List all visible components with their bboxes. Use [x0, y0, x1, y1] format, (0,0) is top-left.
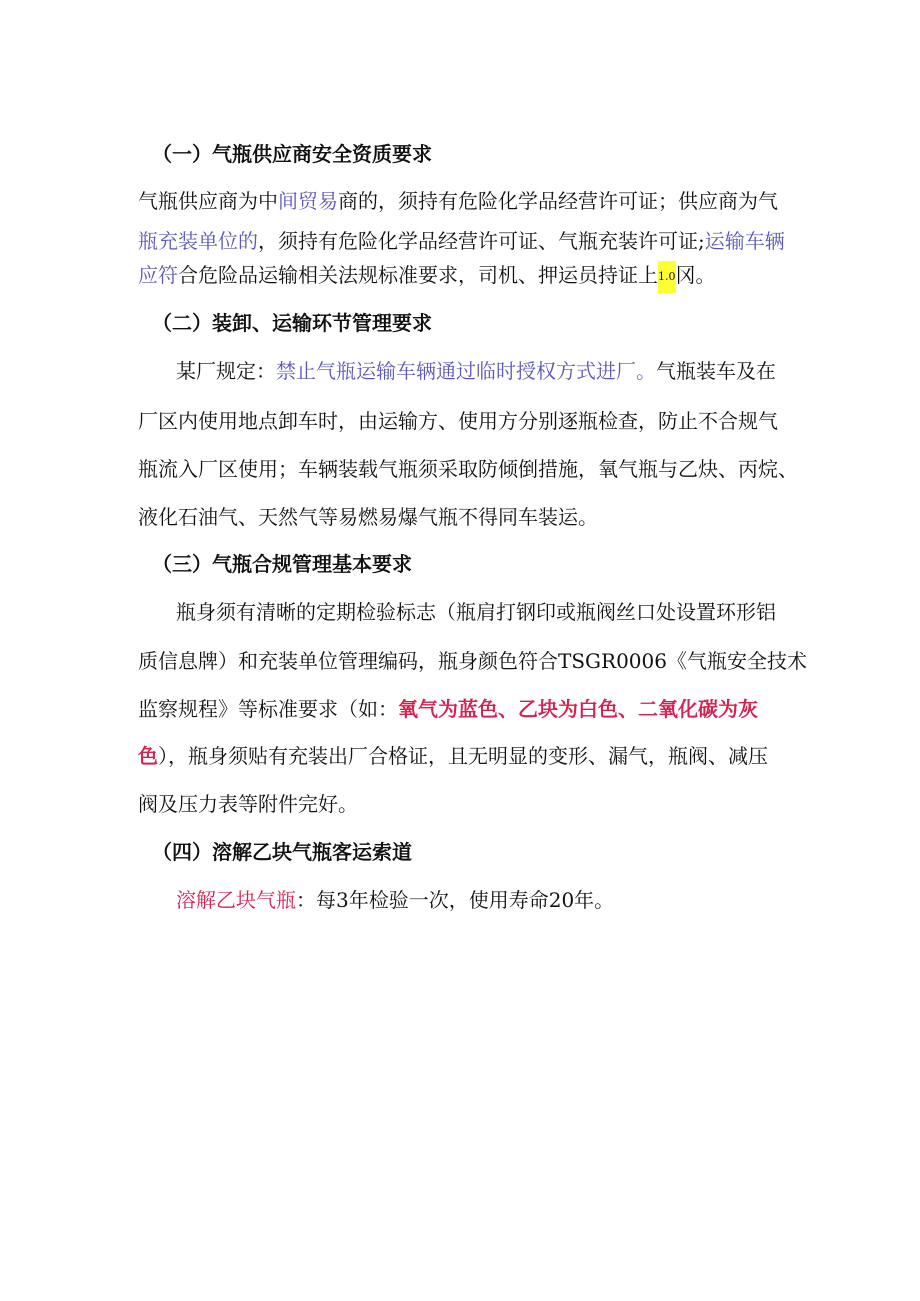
section-3-line-1: 瓶身须有清晰的定期检验标志（瓶肩打钢印或瓶阀丝口处设置环形铝 [176, 600, 776, 624]
section-1-line-3 [138, 259, 716, 293]
text-run: 气瓶供应商为中 [138, 189, 278, 213]
text-run-blue: 间贸易 [278, 189, 338, 213]
section-2-line-3: 瓶流入厂区使用；车辆装载气瓶须采取防倾倒措施，氧气瓶与乙炔、丙烷、 [138, 457, 798, 481]
text-run: ），瓶身须贴有充装出厂合格证，且无明显的变形、漏气，瓶阀、减压 [158, 744, 768, 768]
section-1-heading: （一）气瓶供应商安全资质要求 [152, 142, 432, 166]
highlight-mark: 1.0 [658, 261, 676, 293]
section-4-heading: （四）溶解乙块气瓶客运索道 [152, 840, 412, 864]
text-run: 某厂规定： [176, 359, 276, 383]
text-run-red: 色 [138, 744, 158, 768]
text-run: 监察规程》等标准要求（如： [138, 697, 398, 721]
text-run-red: 溶解乙块气瓶 [176, 888, 296, 912]
section-2-line-1 [176, 355, 776, 384]
text-run-blue: 禁止气瓶运输车辆通过临时授权方式进厂。 [276, 359, 656, 383]
section-3-line-5: 阀及压力表等附件完好。 [138, 792, 358, 816]
text-run-red: 氧气为蓝色、乙块为白色、二氧化碳为灰 [398, 697, 758, 721]
text-run: 合危险品运输相关法规标准要求，司机、押运员持证上 [178, 263, 658, 287]
section-3-line-2: 质信息牌）和充装单位管理编码，瓶身颜色符合TSGR0006《气瓶安全技术 [138, 649, 807, 673]
text-run-blue: 应符 [138, 263, 178, 287]
section-1-line-2 [138, 225, 785, 254]
text-run: ，须持有危险化学品经营许可证、气瓶充装许可证; [258, 229, 705, 253]
text-run: 冈。 [675, 263, 716, 287]
text-run: 商的，须持有危险化学品经营许可证；供应商为气 [338, 189, 778, 213]
section-2-line-4: 液化石油气、天然气等易燃易爆气瓶不得同车装运。 [138, 505, 598, 529]
section-3-line-4 [138, 740, 768, 769]
section-2-line-2: 厂区内使用地点卸车时，由运输方、使用方分别逐瓶检查，防止不合规气 [138, 409, 778, 433]
section-2-heading: （二）装卸、运输环节管理要求 [152, 311, 432, 335]
section-3-line-3 [138, 693, 758, 722]
text-run: ：每3年检验一次，使用寿命20年。 [296, 888, 615, 912]
section-3-heading: （三）气瓶合规管理基本要求 [152, 552, 412, 576]
section-4-line-1 [176, 884, 614, 913]
text-run-blue: 运输车辆 [704, 229, 785, 253]
text-run-blue: 瓶充装单位的 [138, 229, 258, 253]
text-run: 气瓶装车及在 [656, 359, 776, 383]
section-1-line-1 [138, 185, 778, 214]
